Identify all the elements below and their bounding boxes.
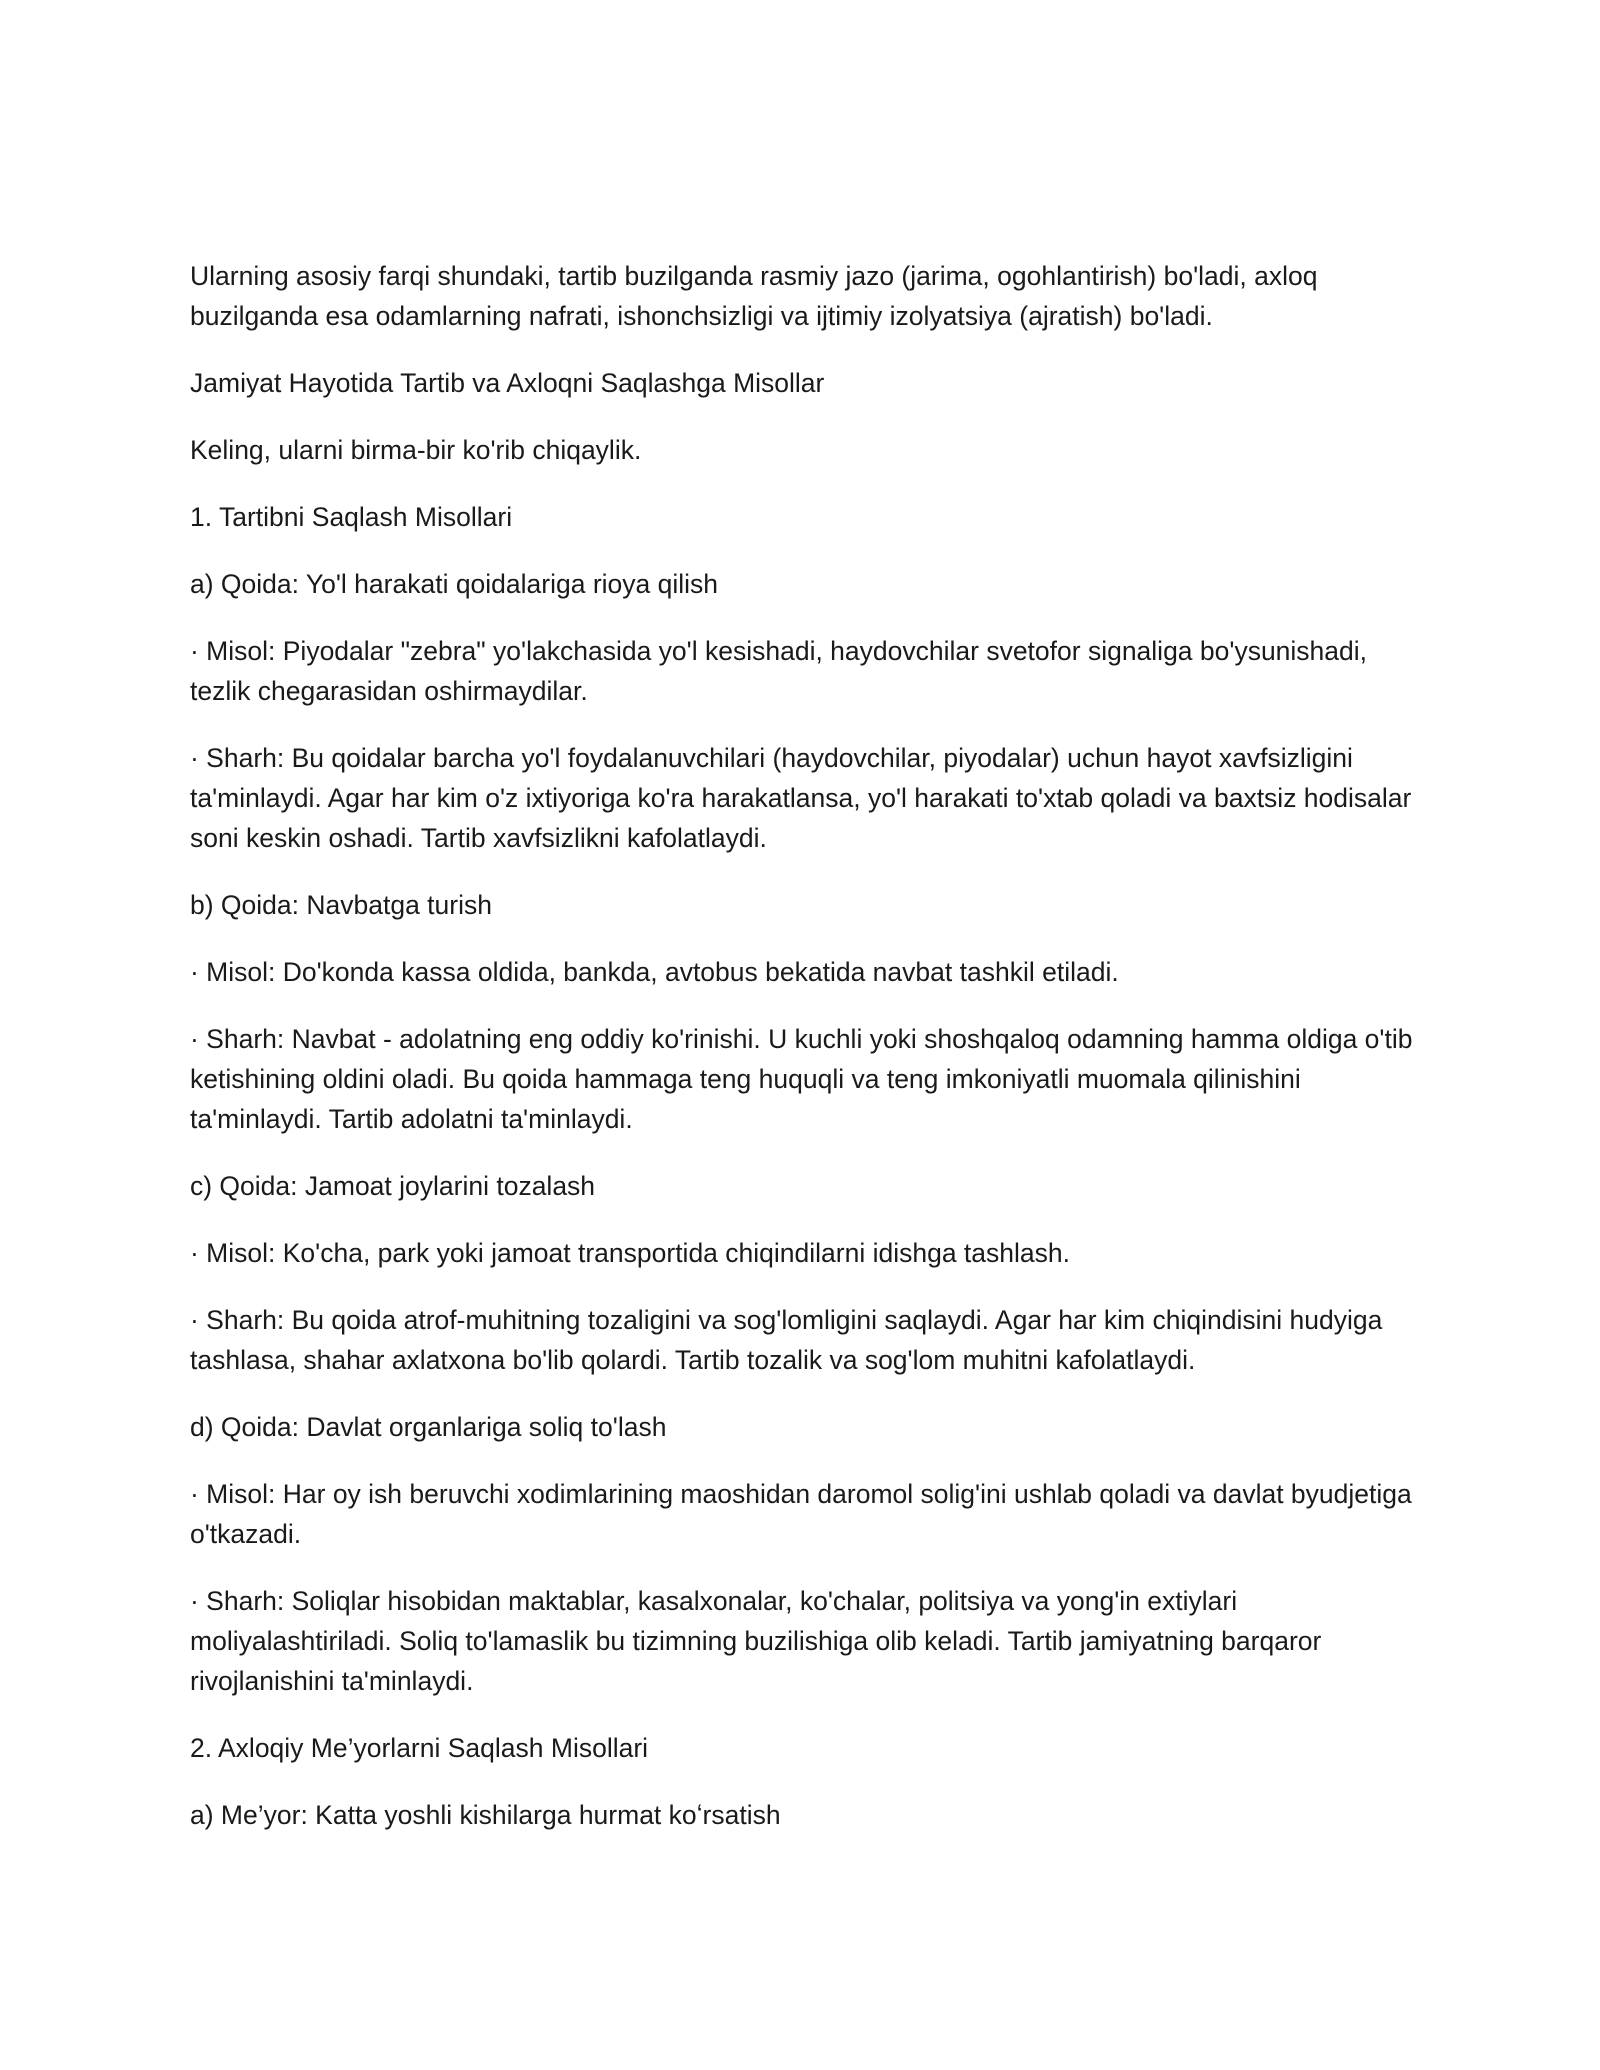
norm-heading-respect-elders: a) Me’yor: Katta yoshli kishilarga hurmat koʻrsatish: [190, 1800, 781, 1830]
rule-heading-traffic: a) Qoida: Yo'l harakati qoidalariga rioya qilish: [190, 569, 719, 599]
rule-heading-cleanliness: c) Qoida: Jamoat joylarini tozalash: [190, 1171, 596, 1201]
paragraph-intro: Keling, ularni birma-bir ko'rib chiqaylik.: [190, 435, 642, 465]
document-body: [190, 256, 1430, 1862]
comment-queue: · Sharh: Navbat - adolatning eng oddiy ko'rinishi. U kuchli yoki shoshqaloq odamning hamma oldiga o'tib ketishining oldini oladi. Bu qoida hammaga teng huquqli va teng imkoniyatli muomala qilinishini ta'minlaydi. Tartib adolatni ta'minlaydi.: [190, 1024, 1413, 1134]
comment-cleanliness: · Sharh: Bu qoida atrof-muhitning tozaligini va sog'lomligini saqlaydi. Agar har kim chiqindisini hudyiga tashlasa, shahar axlatxona bo'lib qolardi. Tartib tozalik va sog'lom muhitni kafolatlaydi.: [190, 1305, 1383, 1375]
section-heading-moral-examples: 2. Axloqiy Me’yorlarni Saqlash Misollari: [190, 1733, 649, 1763]
rule-heading-taxes: d) Qoida: Davlat organlariga soliq to'lash: [190, 1412, 667, 1442]
example-queue: · Misol: Do'konda kassa oldida, bankda, avtobus bekatida navbat tashkil etiladi.: [190, 957, 1119, 987]
example-traffic: · Misol: Piyodalar "zebra" yo'lakchasida yo'l kesishadi, haydovchilar svetofor signaliga bo'ysunishadi, tezlik chegarasidan oshirmaydilar.: [190, 636, 1368, 706]
section-heading-order-examples: 1. Tartibni Saqlash Misollari: [190, 502, 513, 532]
section-heading-examples: Jamiyat Hayotida Tartib va Axloqni Saqlashga Misollar: [190, 368, 825, 398]
example-cleanliness: · Misol: Ko'cha, park yoki jamoat transportida chiqindilarni idishga tashlash.: [190, 1238, 1070, 1268]
comment-traffic: · Sharh: Bu qoidalar barcha yo'l foydalanuvchilari (haydovchilar, piyodalar) uchun hayot xavfsizligini ta'minlaydi. Agar har kim o'z ixtiyoriga ko'ra harakatlansa, yo'l harakati to'xtab qoladi va baxtsiz hodisalar soni keskin oshadi. Tartib xavfsizlikni kafolatlaydi.: [190, 743, 1412, 853]
rule-heading-queue: b) Qoida: Navbatga turish: [190, 890, 492, 920]
comment-taxes: · Sharh: Soliqlar hisobidan maktablar, kasalxonalar, ko'chalar, politsiya va yong'in extiylari moliyalashtiriladi. Soliq to'lamaslik bu tizimning buzilishiga olib keladi. Tartib jamiyatning barqaror rivojlanishini ta'minlaydi.: [190, 1586, 1322, 1696]
example-taxes: · Misol: Har oy ish beruvchi xodimlarining maoshidan daromol solig'ini ushlab qoladi va davlat byudjetiga o'tkazadi.: [190, 1479, 1412, 1549]
paragraph-difference-summary: Ularning asosiy farqi shundaki, tartib buzilganda rasmiy jazo (jarima, ogohlantirish) bo'ladi, axloq buzilganda esa odamlarning nafrati, ishonchsizligi va ijtimiy izolyatsiya (ajratish) bo'ladi.: [190, 261, 1318, 331]
